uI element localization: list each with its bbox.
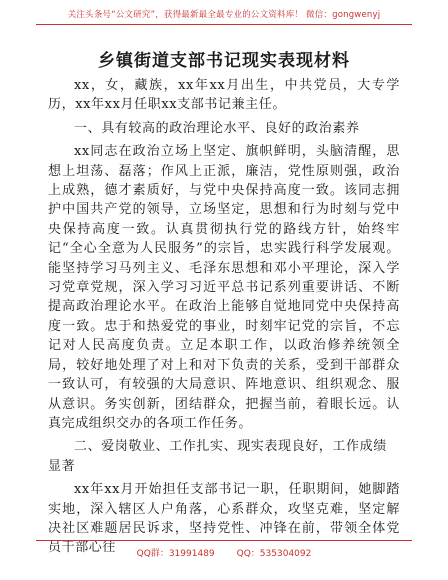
document-title: 乡镇街道支部书记现实表现材料	[98, 51, 350, 71]
footer-qq-group: QQ群：31991489	[136, 549, 215, 559]
footer-divider	[36, 540, 412, 541]
section-1-paragraph: xx同志在政治立场上坚定、旗帜鲜明，头脑清醒，思想上坦荡、磊落；作风上正派，廉洁，党性原则强，政治上成熟，德才素质好，与党中央保持高度一致。该同志拥护中国共产党的领导，立场坚定，思想和行为时刻与党中央保持高度一致。认真贯彻执行党的路线方针，始终牢记“全心全意为人民服务”的宗旨，忠实践行科学发展观。能坚持学习马列主义、毛泽东思想和邓小平理论，深入学习党章党规，深入学习习近平总书记系列重要讲话、不断提高政治理论水平。在政治上能够自觉地同党中央保持高度一致。忠于和热爱党的事业，时刻牢记党的宗旨，不忘记对人民高度负责。立足本职工作，以政治修养统领全局，较好地处理了对上和对下负责的关系，受到干部群众一致认可，有较强的大局意识、阵地意识、组织观念、服从意识。务实创新，团结群众，把握当前，着眼长远。认真完成组织交办的各项工作任务。	[48, 144, 400, 431]
intro-paragraph: xx，女，藏族，xx年xx月出生，中共党员，大专学历，xx年xx月任职xx支部书记兼主任。	[48, 78, 400, 113]
section-1-heading: 一、具有较高的政治理论水平、良好的政治素养	[74, 120, 360, 136]
footer	[0, 546, 448, 559]
header-banner: 关注头条号“公文研究”，获得最新最全最专业的公文资料库！ 微信：gongwenyj	[67, 10, 381, 20]
header-divider	[36, 24, 412, 25]
document-body	[48, 76, 400, 558]
section-2-paragraph: xx年xx月开始担任支部书记一职，任职期间，她脚踏实地，深入辖区人户角落，心系群众，攻坚克难，坚定解决社区难题居民诉求，坚持党性、冲锋在前，带领全体党员干部心往	[48, 482, 400, 556]
section-2-heading: 二、爱岗敬业、工作扎实、现实表现良好，工作成绩显著	[48, 439, 387, 474]
footer-qq: QQ：535304092	[236, 549, 312, 559]
